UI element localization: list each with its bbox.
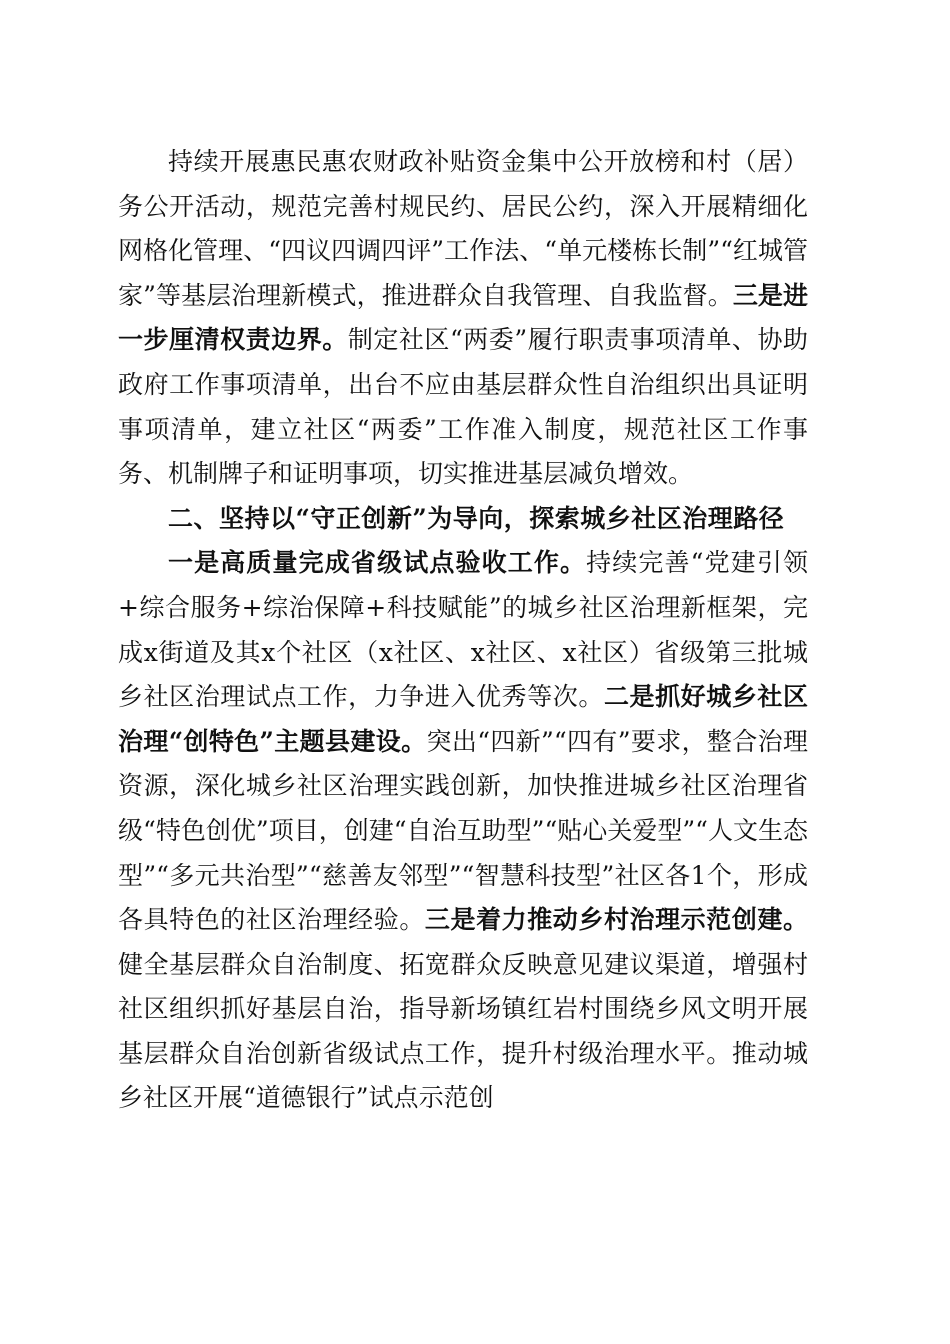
paragraph-text: 持续完善“党建引领+综合服务+综治保障+科技赋能”的城乡社区治理新框架，完成x街道及其x个社区（x社区、x社区、x社区）省级第三批城乡社区治理试点工作，力争进入优秀等次。 <box>118 548 808 712</box>
paragraph-text: 突出“四新”“四有”要求，整合治理资源，深化城乡社区治理实践创新，加快推进城乡社区治理省级“特色创优”项目，创建“自治互助型”“贴心关爱型”“人文生态型”“多元共治型”“慈善友邻型”“智慧科技型”社区各1个，形成各具特色的社区治理经验。 <box>118 726 809 935</box>
paragraph-text: 健全基层群众自治制度、拓宽群众反映意见建议渠道，增强村社区组织抓好基层自治，指导新场镇红岩村围绕乡风文明开展基层群众自治创新省级试点工作，提升村级治理水平。推动城乡社区开展“道德银行”试点示范创 <box>118 949 808 1113</box>
paragraph-pilot-work <box>118 541 808 1121</box>
paragraph-bold-lead: 三是着力推动乡村治理示范创建。 <box>424 905 808 935</box>
section-heading: 二、坚持以“守正创新”为导向，探索城乡社区治理路径 <box>168 503 785 533</box>
paragraph-public-affairs <box>118 140 808 497</box>
paragraph-bold-lead: 三是进一步厘清权责边界。 <box>118 280 808 355</box>
paragraph-text: 持续开展惠民惠农财政补贴资金集中公开放榜和村（居）务公开活动，规范完善村规民约、居民公约，深入开展精细化网格化管理、“四议四调四评”工作法、“单元楼栋长制”“红城管家”等基层治理新模式，推进群众自我管理、自我监督。 <box>118 147 808 310</box>
document-page <box>118 140 808 1121</box>
paragraph-bold-lead: 一是高质量完成省级试点验收工作。 <box>168 548 587 578</box>
paragraph-bold-lead: 二是抓好城乡社区治理“创特色”主题县建设。 <box>118 682 808 756</box>
paragraph-text: 制定社区“两委”履行职责事项清单、协助政府工作事项清单，出台不应由基层群众性自治组织出具证明事项清单，建立社区“两委”工作准入制度，规范社区工作事务、机制牌子和证明事项，切实推进基层减负增效。 <box>118 325 808 489</box>
